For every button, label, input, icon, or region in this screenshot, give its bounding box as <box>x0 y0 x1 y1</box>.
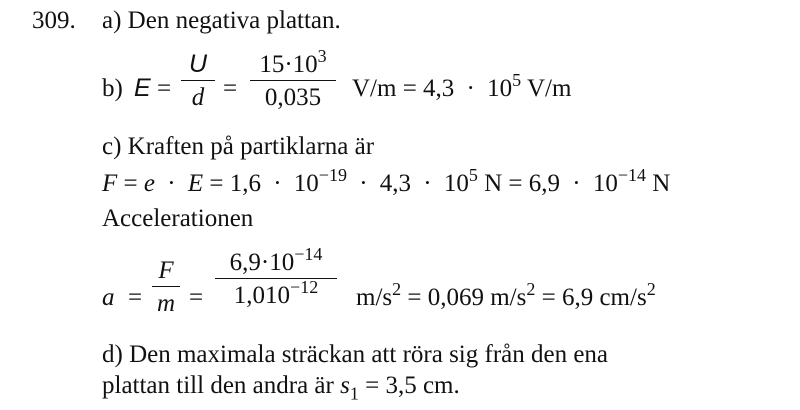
force-equation: $F = e \cdot E = 1,6 \cdot 10^{-19} \cdot 4,3 \cdot 10^5$ $N = 6,9 \cdot 10^{-14}$ N <box>102 165 671 197</box>
numeric-acceleration-fraction <box>215 244 337 309</box>
mass-value: $1,010^{-12}$ <box>233 277 319 309</box>
distance-symbol: d <box>191 84 205 111</box>
distance-symbol: s <box>340 372 350 399</box>
fraction-bar <box>152 286 180 287</box>
voltage-value: $15\cdot 10^3$ <box>259 46 327 78</box>
part-d-line-2: plattan till den andra är $s_1 = 3,5$ cm. <box>102 372 460 404</box>
part-b-label: b) <box>102 75 123 102</box>
problem-number: 309. <box>32 7 76 34</box>
fraction-bar <box>215 278 337 279</box>
equals-sign: = <box>223 75 238 102</box>
voltage-over-distance-fraction <box>181 52 215 110</box>
equals-sign: = <box>189 284 204 311</box>
acceleration-symbol: a <box>102 284 115 311</box>
force-over-mass-fraction <box>152 258 180 316</box>
acceleration-label: Accelerationen <box>102 205 254 232</box>
part-c-intro: c) Kraften på partiklarna är <box>102 133 375 160</box>
equals-sign: = <box>128 284 143 311</box>
distance-value: 0,035 <box>264 84 322 111</box>
numeric-field-fraction <box>250 46 336 111</box>
fraction-bar <box>250 80 336 81</box>
part-d-line-1: d) Den maximala sträckan att röra sig från den ena <box>102 341 609 368</box>
fraction-bar <box>181 80 215 81</box>
acceleration-result: $m/s^2 = 0,069$ $m/s^2 = 6,9$ $cm/s^2$ <box>356 279 656 311</box>
electric-field-symbol: E <box>134 74 151 102</box>
part-a-answer: a) Den negativa plattan. <box>102 7 341 34</box>
electric-field-equation-start <box>134 76 171 101</box>
electric-field-result: $V/m = 4,3 \cdot 10^5$ V/m <box>352 70 572 102</box>
voltage-symbol: U <box>188 50 208 78</box>
mass-symbol: m <box>156 290 176 317</box>
equals-sign: = <box>156 75 172 102</box>
force-value: $6,9\cdot 10^{-14}$ <box>229 244 323 276</box>
force-symbol: F <box>158 257 174 284</box>
